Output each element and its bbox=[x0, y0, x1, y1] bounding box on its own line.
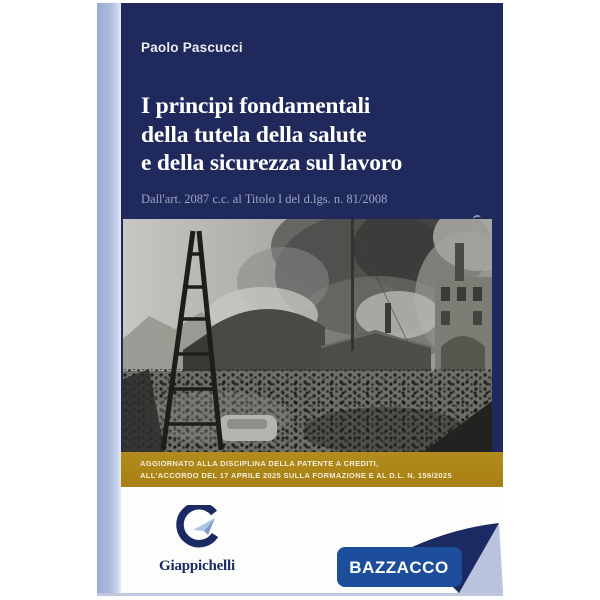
book-front-cover bbox=[121, 3, 503, 593]
banner-line-2: ALL'ACCORDO DEL 17 APRILE 2025 SULLA FORMAZIONE E AL D.L. N. 159/2025 bbox=[140, 470, 452, 480]
author-name: Paolo Pascucci bbox=[141, 40, 243, 55]
book-subtitle: Dall'art. 2087 c.c. al Titolo I del d.lgs. n. 81/2008 bbox=[141, 192, 388, 206]
publisher-band bbox=[121, 487, 503, 593]
badge-label: BAZZACCO bbox=[349, 558, 449, 577]
publisher-name: Giappichelli bbox=[159, 558, 235, 574]
disaster-photo-illustration bbox=[123, 219, 492, 452]
banner-line-1: AGGIORNATO ALLA DISCIPLINA DELLA PATENTE A CREDITI, bbox=[140, 459, 379, 468]
book-bottom-edge bbox=[97, 593, 503, 596]
book bbox=[97, 3, 503, 593]
bazzacco-badge bbox=[327, 515, 503, 593]
title-line-3: e della sicurezza sul lavoro bbox=[141, 150, 403, 176]
book-title bbox=[141, 92, 402, 178]
book-spine bbox=[97, 3, 121, 593]
title-line-1: I principi fondamentali bbox=[141, 93, 371, 119]
update-banner bbox=[121, 452, 503, 487]
title-line-2: della tutela della salute bbox=[141, 121, 367, 148]
cover-photo-mine-disaster bbox=[123, 219, 492, 452]
giappichelli-logo bbox=[142, 505, 252, 575]
giappichelli-g-icon bbox=[171, 505, 223, 551]
